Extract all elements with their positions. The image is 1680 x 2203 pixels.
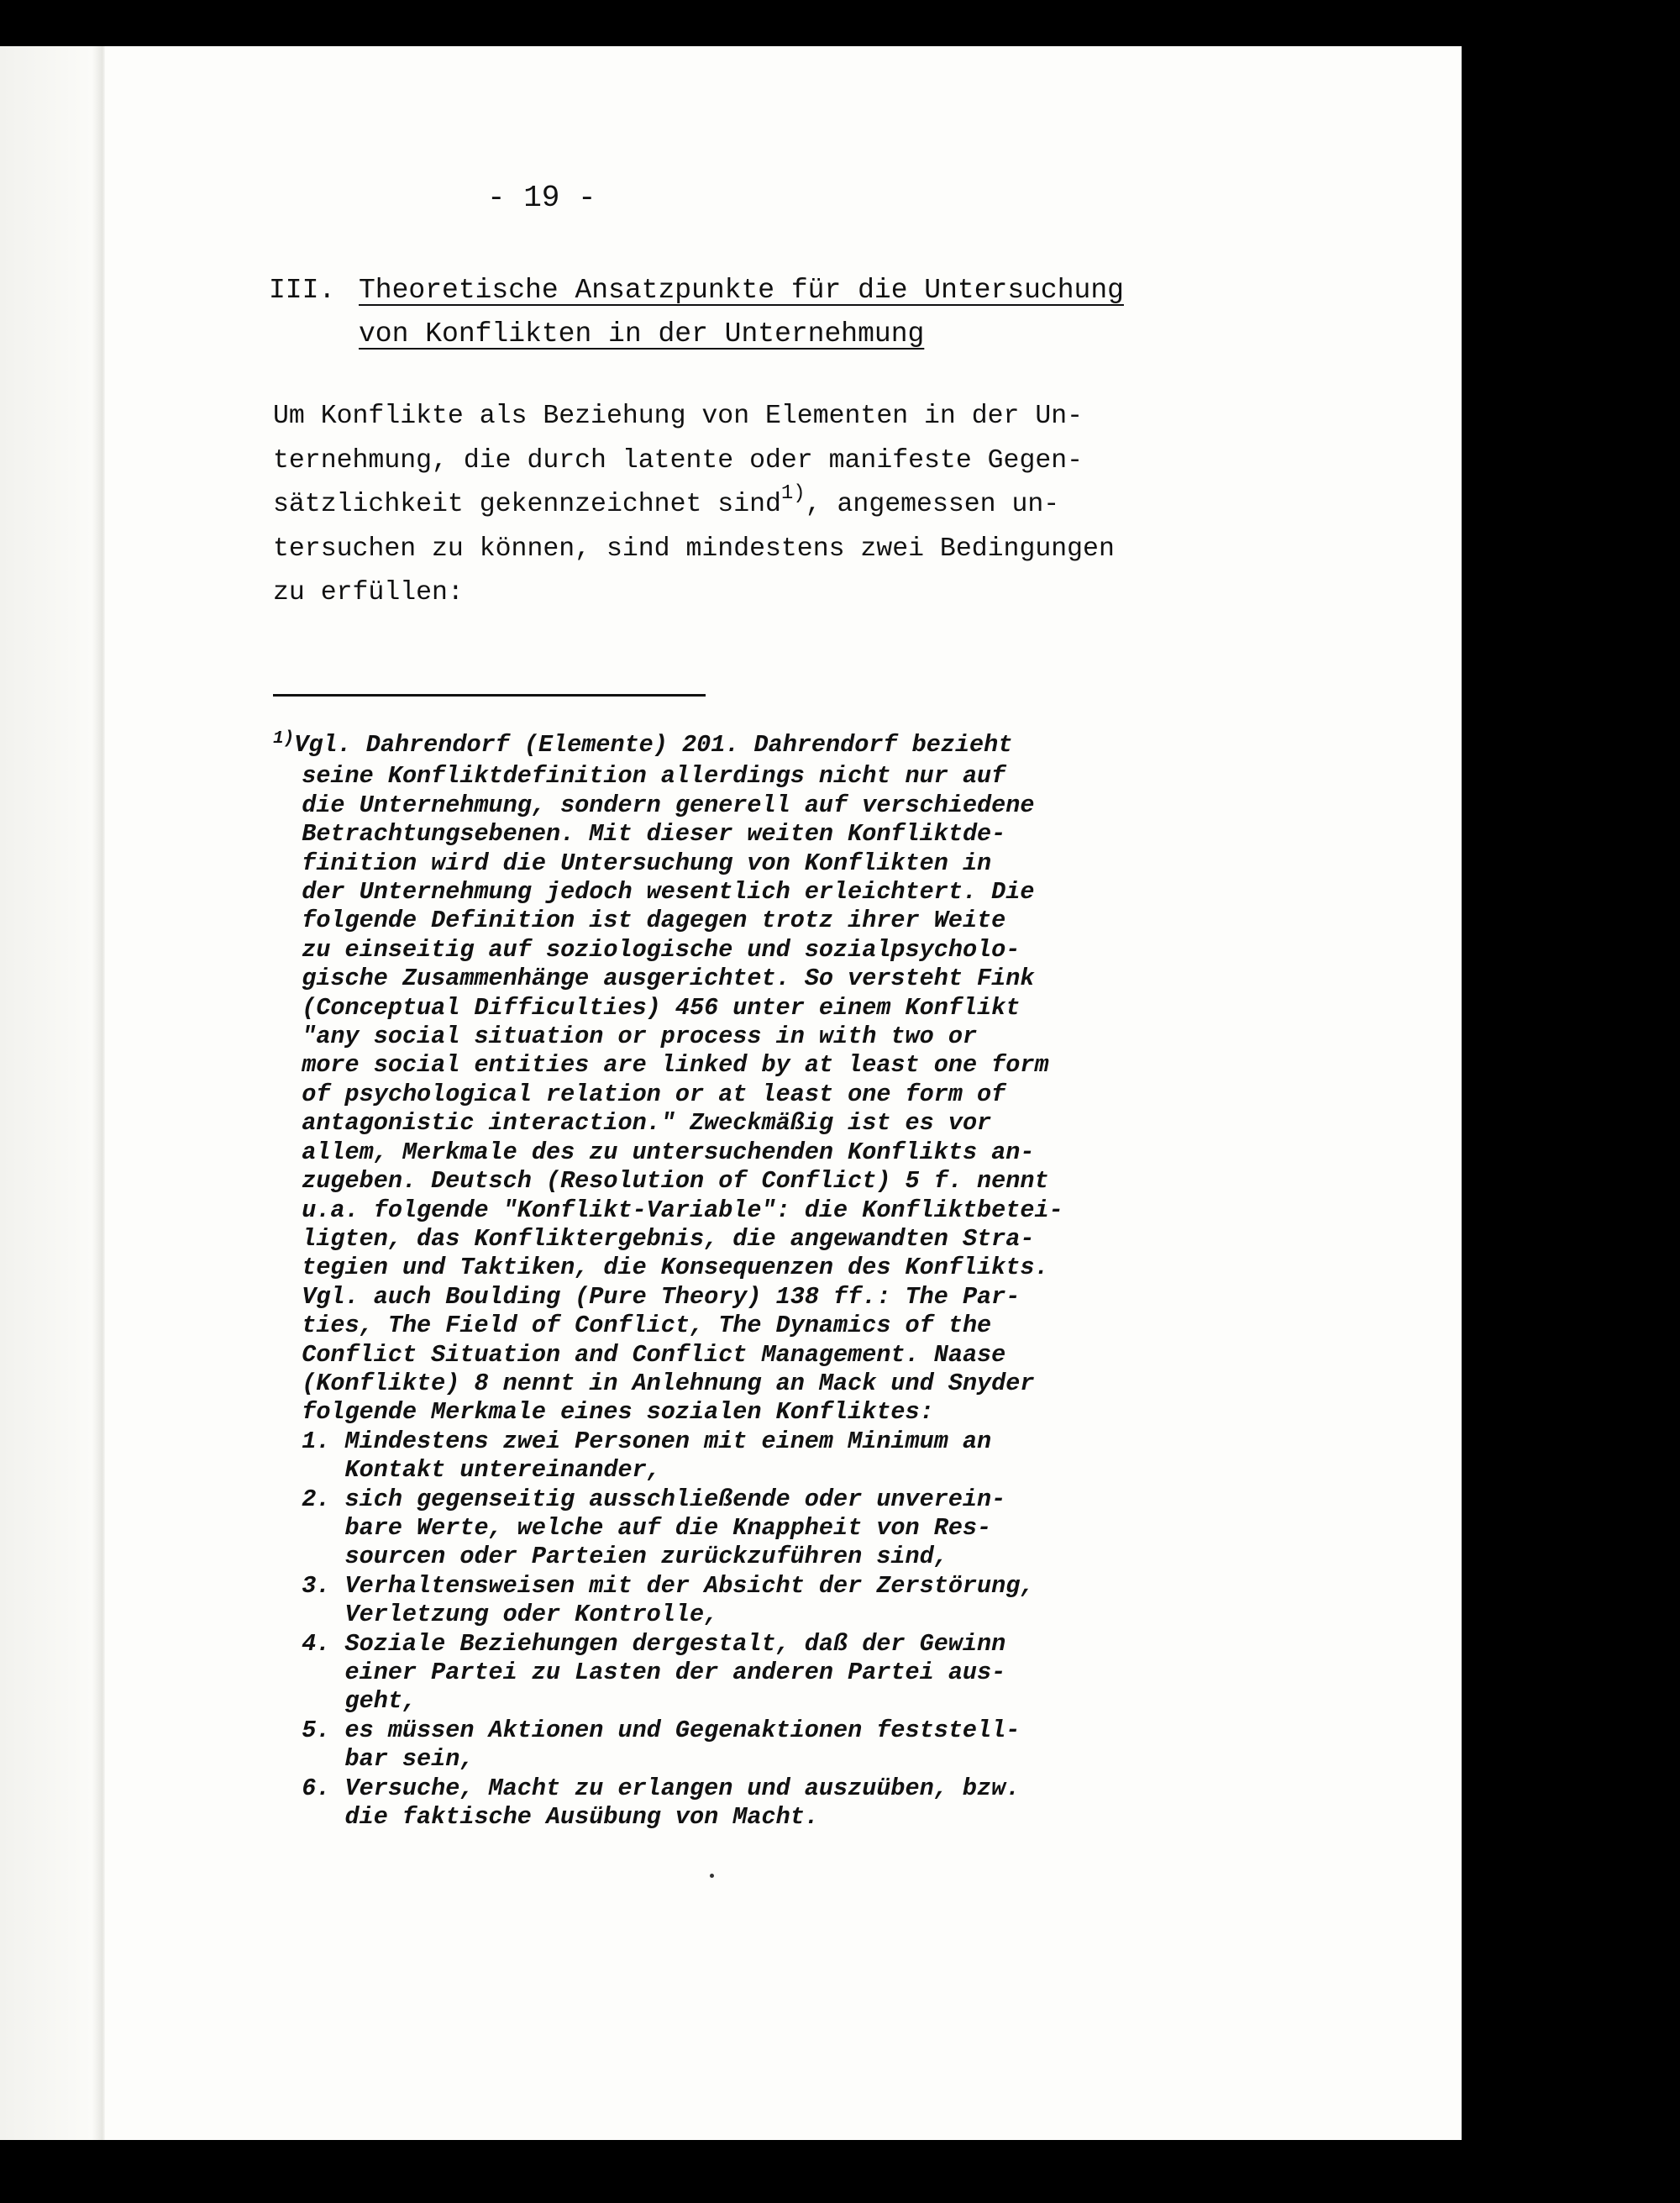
footnote-line: [273, 1370, 1264, 1398]
footnote-line: [273, 1138, 1264, 1167]
body-line-text: , angemessen un-: [805, 490, 1060, 519]
footnote-list-number: 2.: [273, 1485, 345, 1513]
footnote-line-text: antagonistic interaction." Zweckmäßig ist es vor: [302, 1109, 992, 1138]
footnote-line-text: finition wird die Untersuchung von Konflikten in: [302, 849, 992, 877]
footnote-line-text: zu einseitig auf soziologische und sozialpsycholo-: [302, 935, 1021, 964]
footnote-list: [273, 1427, 1264, 1832]
footnote-line: [273, 1254, 1264, 1282]
footnote-line-text: folgende Merkmale eines sozialen Konfliktes:: [302, 1398, 934, 1427]
footnote-list-text: sourcen oder Parteien zurückzuführen sind,: [344, 1543, 948, 1571]
footnote-line-text: u.a. folgende "Konflikt-Variable": die Konfliktbetei-: [302, 1196, 1063, 1224]
footnote-line: [273, 820, 1264, 849]
footnote-line: [273, 1051, 1264, 1080]
footnote-line: [273, 1283, 1264, 1312]
footnote-list-number: [273, 1745, 345, 1773]
footnote-line: [273, 907, 1264, 935]
footnote-list-item-line: [273, 1572, 1264, 1601]
footnote-list-item-line: [273, 1456, 1264, 1485]
footnote-line-text: allem, Merkmale des zu untersuchenden Konflikts an-: [302, 1138, 1035, 1166]
footnote-list-item-line: [273, 1630, 1264, 1659]
footnote-list-text: Verletzung oder Kontrolle,: [344, 1601, 719, 1629]
footnote-reference: 1): [780, 481, 806, 505]
footnote-list-item-line: [273, 1659, 1264, 1687]
footnote-list-text: Versuche, Macht zu erlangen und auszuüben, bzw.: [344, 1774, 1021, 1802]
footnote-list-item-line: [273, 1485, 1264, 1514]
body-line-text: sätzlichkeit gekennzeichnet sind: [273, 490, 781, 519]
footnote-line-text: folgende Definition ist dagegen trotz ihrer Weite: [302, 907, 1006, 935]
footnote-line: [273, 965, 1264, 993]
footnote-line-text: seine Konfliktdefinition allerdings nicht nur auf: [302, 762, 1006, 791]
footnote-list-number: [273, 1687, 345, 1715]
footnote-line-text: (Konflikte) 8 nennt in Anlehnung an Mack und Snyder: [302, 1369, 1035, 1397]
footnote-block: [273, 731, 1264, 1832]
section-title-line-1: Theoretische Ansatzpunkte für die Untersuchung: [359, 275, 1124, 306]
footnote-list-text: bare Werte, welche auf die Knappheit von Res-: [344, 1513, 992, 1542]
footnote-list-text: geht,: [344, 1687, 417, 1716]
footnote-list-number: 1.: [273, 1427, 345, 1455]
body-line: zu erfüllen:: [273, 578, 464, 607]
footnote-list-number: [273, 1543, 345, 1570]
footnote-list-item-line: [273, 1427, 1264, 1456]
footnote-list-text: bar sein,: [344, 1745, 475, 1774]
footnote-line-text: (Conceptual Difficulties) 456 unter einem Konflikt: [302, 993, 1021, 1022]
footnote-line: [273, 936, 1264, 965]
footnote-list-item-line: [273, 1803, 1264, 1832]
footnote-line-text: of psychological relation or at least one form of: [302, 1080, 1006, 1108]
footnote-list-number: [273, 1514, 345, 1542]
footnote-marker: 1): [273, 729, 295, 749]
footnote-list-text: Verhaltensweisen mit der Absicht der Zerstörung,: [344, 1571, 1035, 1600]
footnote-line: [273, 731, 1264, 762]
footnote-list-number: [273, 1601, 345, 1628]
footnote-list-number: 3.: [273, 1571, 345, 1600]
footnote-list-text: Mindestens zwei Personen mit einem Minimum an: [344, 1427, 992, 1455]
footnote-list-text: einer Partei zu Lasten der anderen Partei aus-: [344, 1659, 1006, 1686]
footnote-list-item-line: [273, 1745, 1264, 1774]
footnote-line-text: Vgl. Dahrendorf (Elemente) 201. Dahrendorf bezieht: [294, 731, 1013, 759]
footnote-line: [273, 791, 1264, 820]
body-paragraph: [273, 395, 1222, 616]
footnote-line: [273, 994, 1264, 1023]
footnote-line-text: ligten, das Konfliktergebnis, die angewandten Stra-: [302, 1224, 1035, 1253]
footnote-list-number: [273, 1456, 345, 1484]
footnote-line: [273, 1398, 1264, 1427]
footnote-list-item-line: [273, 1687, 1264, 1716]
footnote-list-item-line: [273, 1601, 1264, 1629]
footnote-line-text: "any social situation or process in with two or: [302, 1023, 978, 1051]
footnote-list-number: 6.: [273, 1774, 345, 1802]
footnote-list-number: [273, 1803, 345, 1831]
footnote-line: [273, 1080, 1264, 1109]
footnote-line: [273, 1196, 1264, 1225]
footnote-list-item-line: [273, 1717, 1264, 1745]
section-heading: [269, 269, 1124, 356]
section-heading-line-1: [269, 269, 1124, 313]
footnote-line: [273, 1312, 1264, 1340]
footnote-list-text: sich gegenseitig ausschließende oder unverein-: [344, 1485, 1006, 1513]
footnote-line: [273, 1341, 1264, 1370]
body-line: Um Konflikte als Beziehung von Elementen in der Un-: [273, 402, 1084, 431]
footnote-list-number: 4.: [273, 1629, 345, 1658]
footnote-list-number: [273, 1659, 345, 1686]
footnote-list-item-line: [273, 1543, 1264, 1571]
section-number: III.: [269, 275, 336, 306]
footnote-list-item-line: [273, 1514, 1264, 1543]
footnote-line-text: zugeben. Deutsch (Resolution of Conflict) 5 f. nennt: [302, 1167, 1049, 1196]
page-binding-edge: [0, 46, 105, 2140]
body-line: tersuchen zu können, sind mindestens zwei Bedingungen: [273, 534, 1115, 564]
footnote-line-text: Conflict Situation and Conflict Management. Naase: [302, 1340, 1006, 1369]
footnote-lines: [273, 731, 1264, 1427]
footnote-line-text: tegien und Taktiken, die Konsequenzen des Konflikts.: [302, 1254, 1049, 1282]
footnote-separator-rule: [273, 694, 706, 697]
footnote-line: [273, 878, 1264, 907]
footnote-line-text: more social entities are linked by at least one form: [302, 1051, 1049, 1080]
footnote-line: [273, 1167, 1264, 1196]
body-line: ternehmung, die durch latente oder manifeste Gegen-: [273, 445, 1084, 476]
footnote-line: [273, 1023, 1264, 1051]
footnote-line: [273, 1225, 1264, 1254]
footnote-line-text: die Unternehmung, sondern generell auf verschiedene: [302, 791, 1035, 819]
page-number: - 19 -: [487, 181, 596, 215]
footnote-list-number: 5.: [273, 1716, 345, 1744]
section-heading-line-2: [269, 313, 1124, 356]
footnote-line-text: ties, The Field of Conflict, The Dynamics of the: [302, 1312, 992, 1340]
footnote-list-text: es müssen Aktionen und Gegenaktionen feststell-: [344, 1716, 1021, 1744]
body-line: [273, 483, 1222, 528]
footnote-line-text: gische Zusammenhänge ausgerichtet. So versteht Fink: [302, 965, 1035, 993]
scan-speck: [710, 1874, 714, 1878]
footnote-list-text: Soziale Beziehungen dergestalt, daß der Gewinn: [344, 1629, 1006, 1658]
footnote-line: [273, 762, 1264, 791]
footnote-line: [273, 1109, 1264, 1138]
footnote-list-text: die faktische Ausübung von Macht.: [344, 1803, 819, 1832]
footnote-line-text: der Unternehmung jedoch wesentlich erleichtert. Die: [302, 878, 1035, 907]
section-title-line-2: von Konflikten in der Unternehmung: [359, 318, 925, 350]
footnote-line-text: Vgl. auch Boulding (Pure Theory) 138 ff.: The Par-: [302, 1282, 1021, 1311]
footnote-line-text: Betrachtungsebenen. Mit dieser weiten Konfliktde-: [302, 820, 1006, 849]
footnote-list-item-line: [273, 1774, 1264, 1803]
footnote-line: [273, 849, 1264, 878]
footnote-list-text: Kontakt untereinander,: [344, 1456, 661, 1485]
